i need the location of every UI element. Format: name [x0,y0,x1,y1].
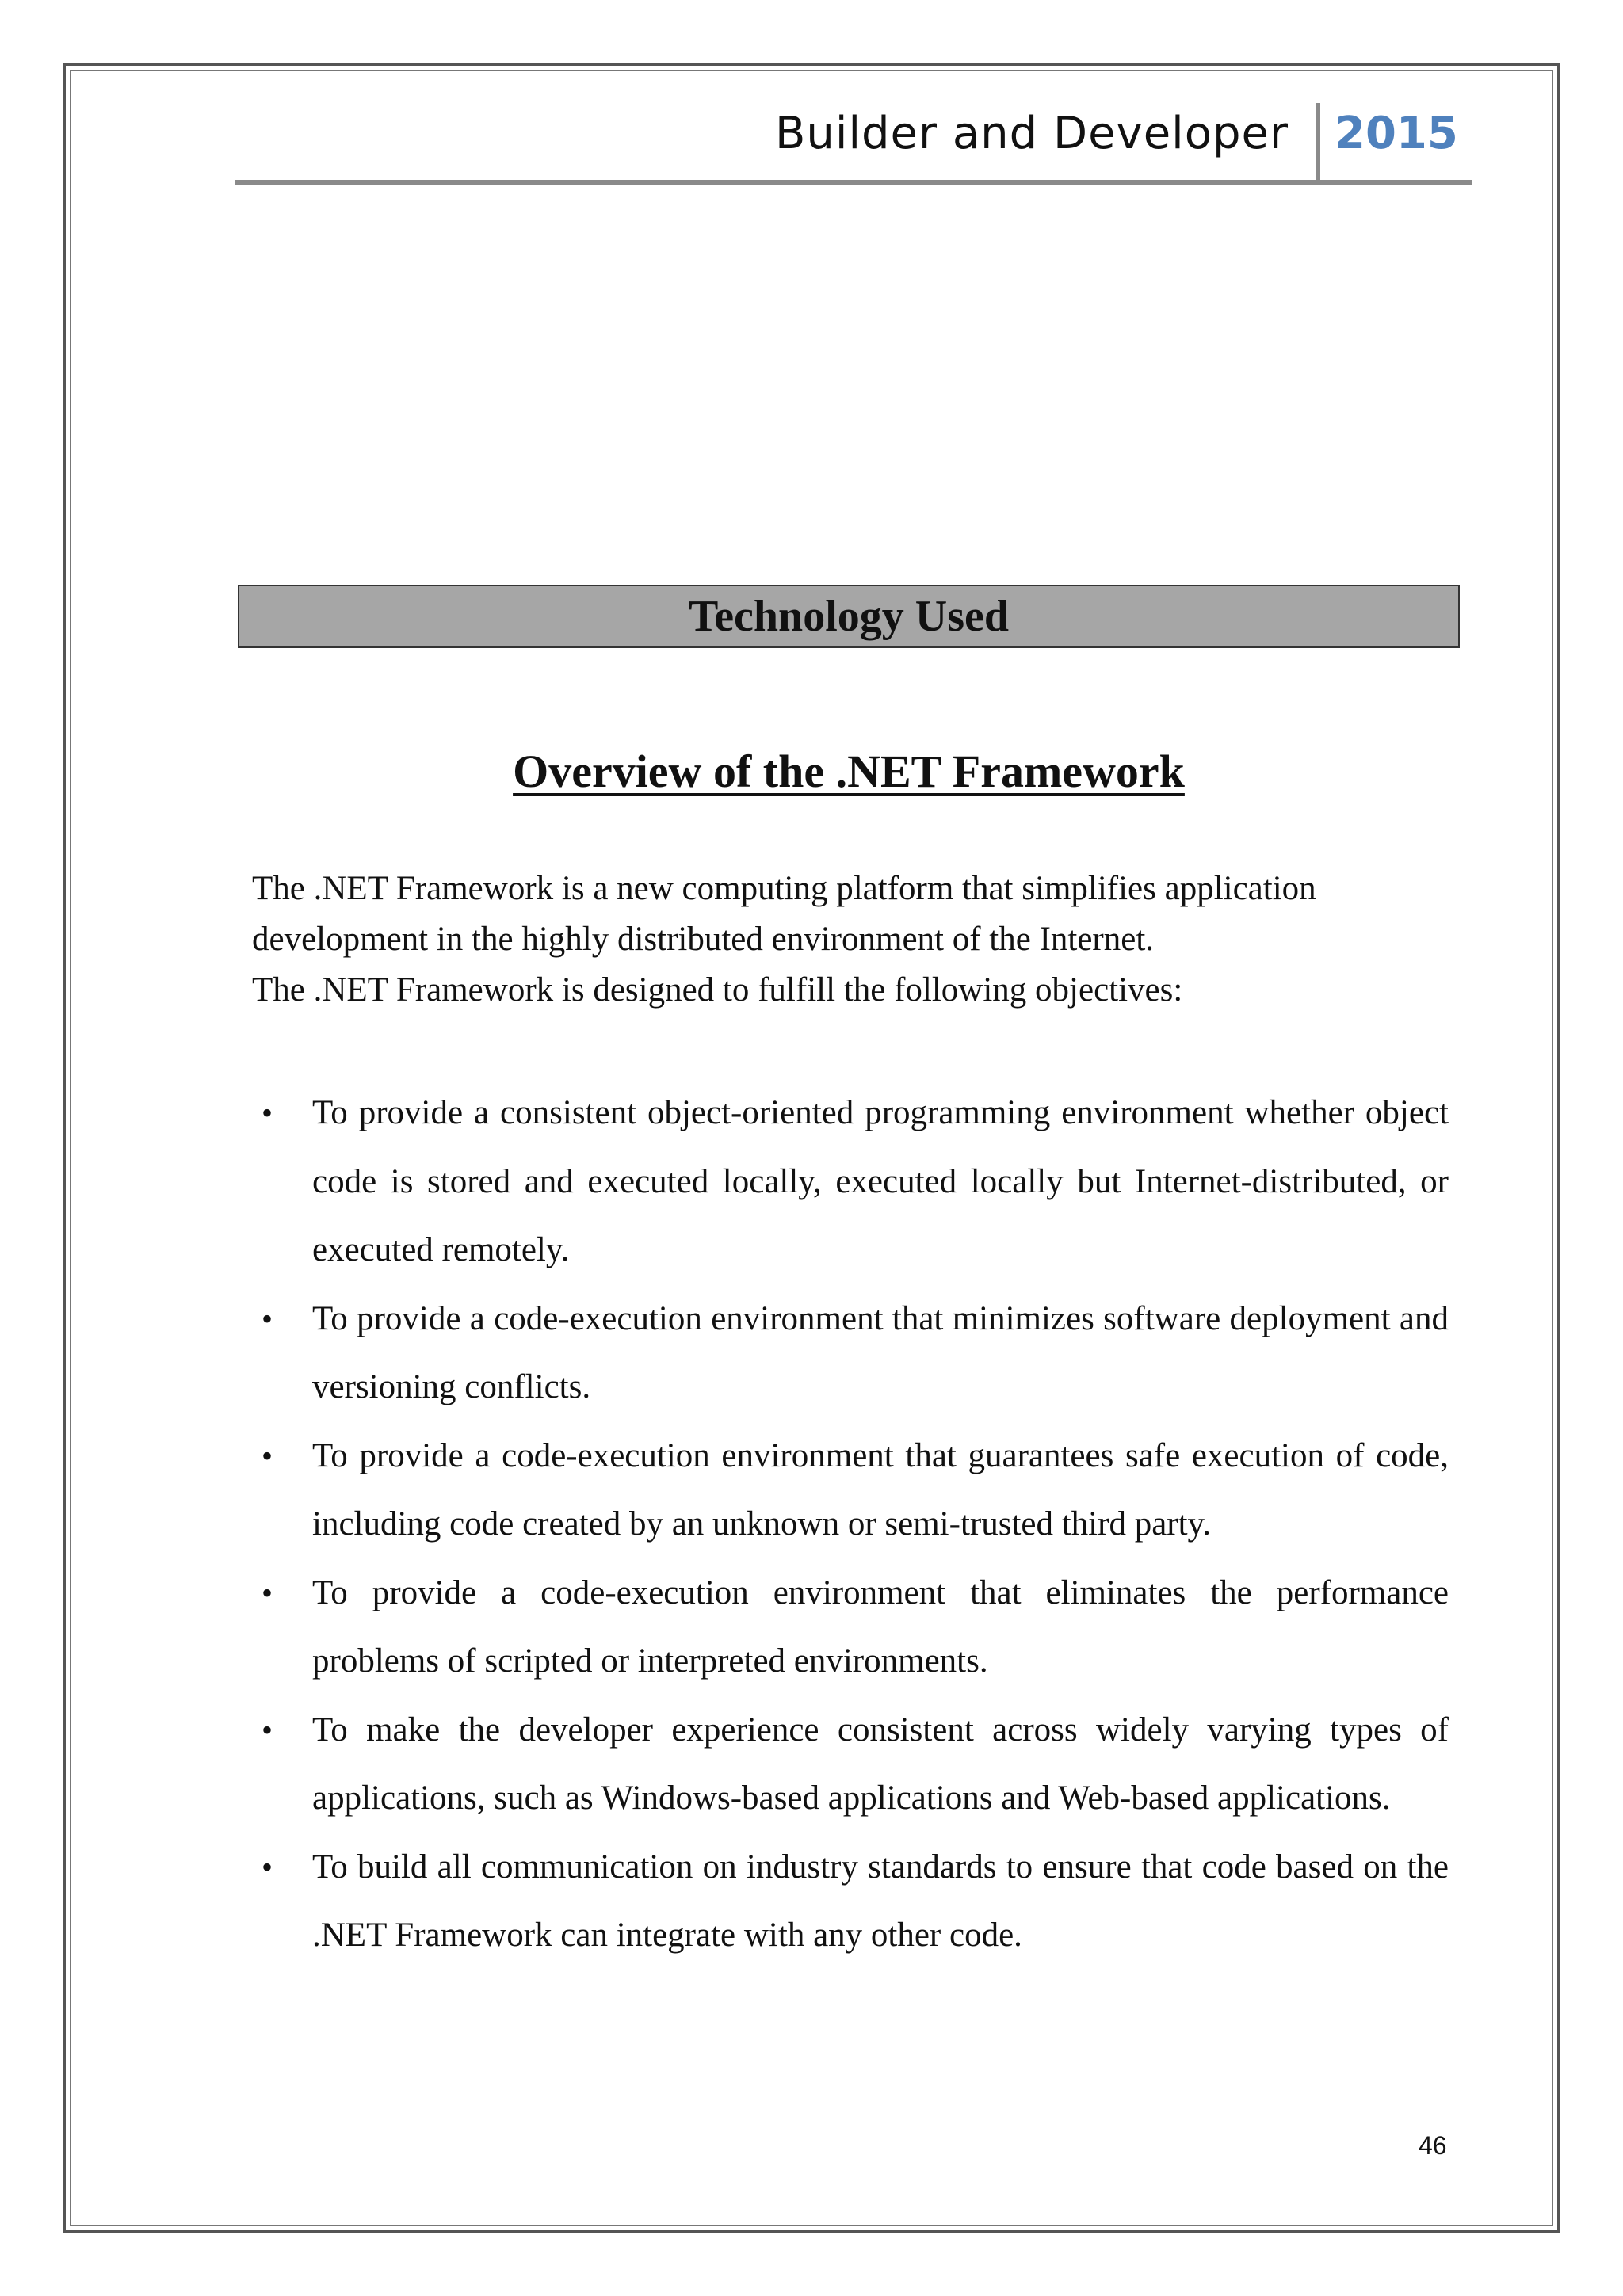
list-item-text: To provide a code-execution environment that eliminates the performance problems of scripted or interpreted environments. [312,1573,1449,1680]
list-item [252,1559,1449,1696]
list-item-text: To provide a consistent object-oriented programming environment whether object code is stored and executed locally, executed locally but Internet-distributed, or executed remotely. [312,1094,1449,1268]
bullet-icon: • [262,1300,273,1337]
intro-paragraph: The .NET Framework is a new computing platform that simplifies application development in the highly distributed environment of the Internet. [252,870,1316,958]
bullet-icon: • [262,1711,273,1748]
list-item-text: To provide a code-execution environment that guarantees safe execution of code, including code created by an unknown or semi-trusted third party. [312,1436,1449,1543]
intro-text [252,864,1449,1016]
page-header [235,95,1472,182]
list-item [252,1422,1449,1559]
objectives-list [252,1079,1449,1970]
subheading: Overview of the .NET Framework [513,746,1185,797]
list-item [252,1285,1449,1422]
list-item [252,1696,1449,1833]
list-item-text: To build all communication on industry standards to ensure that code based on the .NET Framework can integrate with any other code. [312,1848,1449,1954]
header-year: 2015 [1335,108,1458,159]
list-item [252,1079,1449,1285]
bullet-icon: • [262,1574,273,1611]
header-divider [1316,103,1320,185]
list-item [252,1833,1449,1970]
header-title: Builder and Developer [774,108,1289,159]
bullet-icon: • [262,1437,273,1474]
section-title: Technology Used [688,592,1009,641]
bullet-icon: • [262,1095,273,1131]
list-item-text: To provide a code-execution environment that minimizes software deployment and versioning conflicts. [312,1299,1449,1405]
intro-paragraph: The .NET Framework is designed to fulfill the following objectives: [252,971,1183,1009]
header-rule [235,180,1472,185]
page-number: 46 [1419,2131,1447,2160]
bullet-icon: • [262,1848,273,1885]
section-banner [238,585,1460,648]
list-item-text: To make the developer experience consistent across widely varying types of applications, such as Windows-based applications and Web-based applications. [312,1711,1449,1817]
